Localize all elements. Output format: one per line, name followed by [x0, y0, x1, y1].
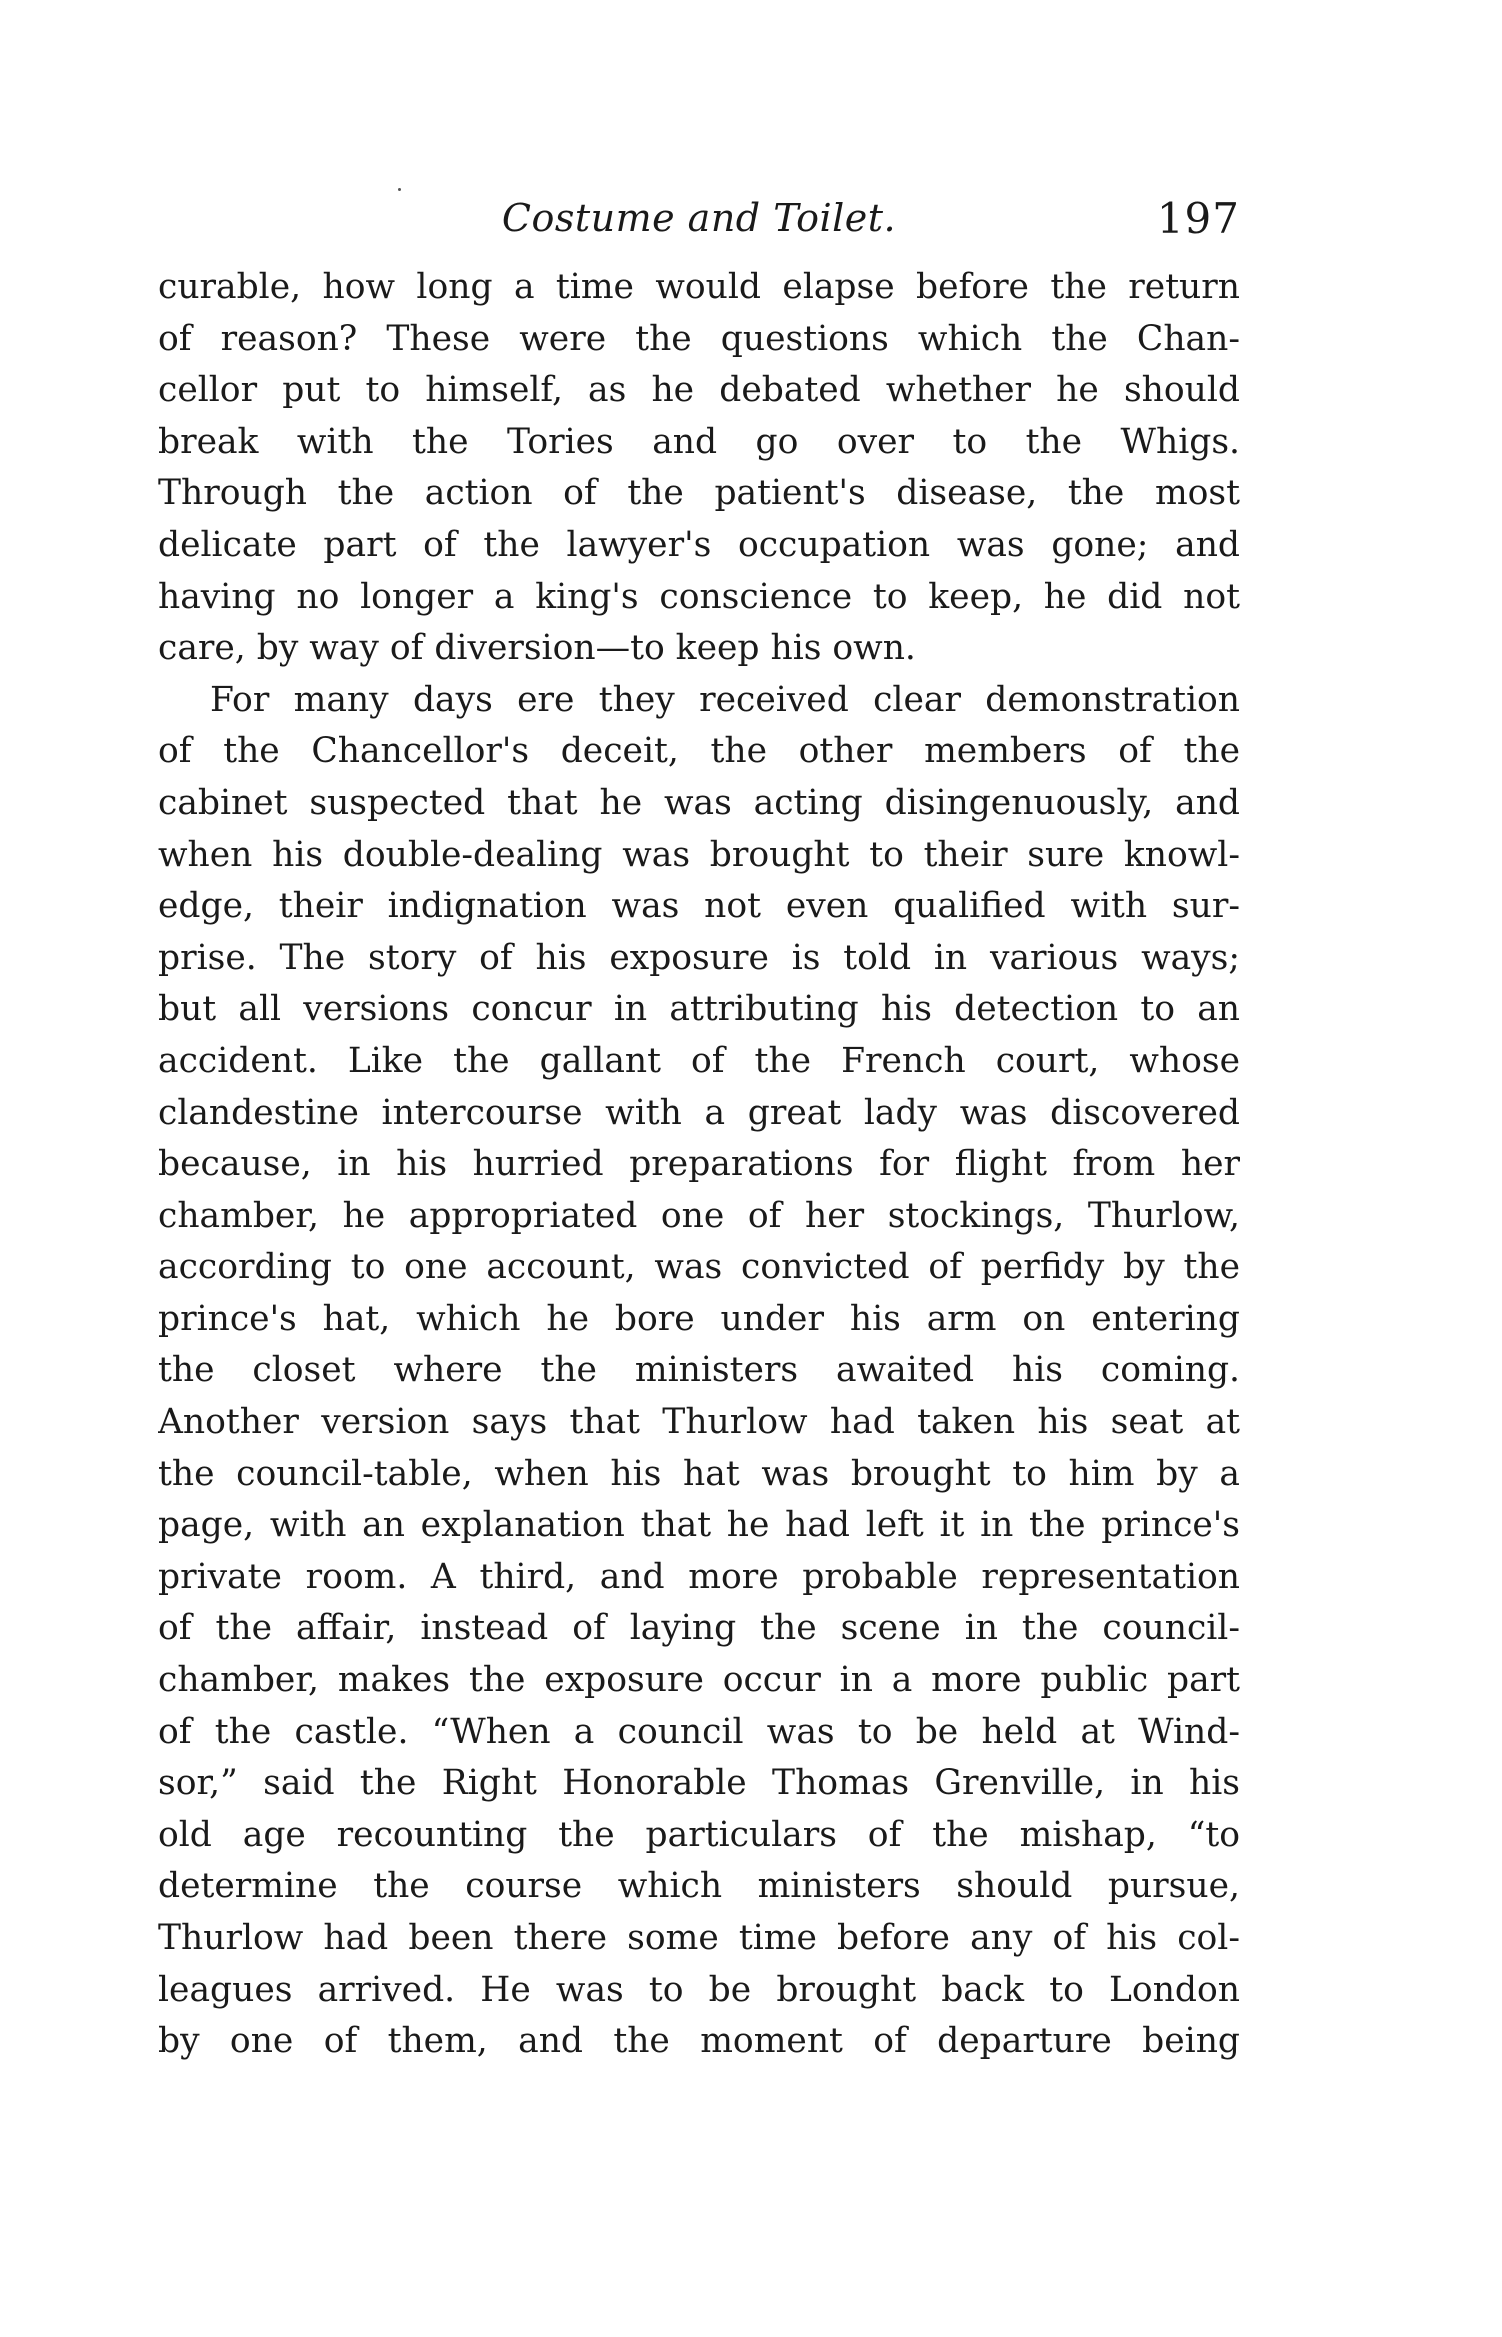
ink-speck	[398, 188, 401, 191]
text-line: care, by way of diversion—to keep his own.	[158, 628, 916, 669]
text-line: the council-table, when his hat was brought to him by a	[158, 1453, 1240, 1494]
text-line: delicate part of the lawyer's occupation was gone; and	[158, 524, 1240, 565]
text-line: leagues arrived. He was to be brought back to London	[158, 1969, 1240, 2010]
text-line: prise. The story of his exposure is told in various ways;	[158, 937, 1240, 978]
text-line: accident. Like the gallant of the French court, whose	[158, 1040, 1240, 1081]
text-line: curable, how long a time would elapse before the return	[158, 267, 1240, 307]
text-line: sor,” said the Right Honorable Thomas Grenville, in his	[158, 1763, 1240, 1804]
text-line: private room. A third, and more probable representation	[158, 1556, 1240, 1597]
text-line: of the castle. “When a council was to be held at Wind-	[158, 1711, 1240, 1752]
text-line: chamber, he appropriated one of her stockings, Thurlow,	[158, 1195, 1240, 1236]
page-number: 197	[1156, 194, 1240, 243]
text-line: edge, their indignation was not even qualified with sur-	[158, 886, 1240, 927]
text-line: break with the Tories and go over to the Whigs.	[158, 421, 1240, 462]
text-line: clandestine intercourse with a great lady was discovered	[158, 1092, 1240, 1133]
text-line: page, with an explanation that he had left it in the prince's	[158, 1505, 1240, 1546]
text-line: chamber, makes the exposure occur in a more public part	[158, 1660, 1240, 1701]
running-title: Costume and Toilet.	[501, 196, 897, 240]
text-line: of the Chancellor's deceit, the other members of the	[158, 731, 1240, 772]
text-line: by one of them, and the moment of departure being	[158, 2021, 1240, 2062]
text-line: of the affair, instead of laying the scene in the council-	[158, 1608, 1240, 1649]
page-header	[158, 196, 1240, 260]
text-line: Thurlow had been there some time before any of his col-	[158, 1918, 1240, 1958]
text-line: when his double-dealing was brought to their sure knowl-	[158, 834, 1240, 875]
text-line: determine the course which ministers should pursue,	[158, 1866, 1240, 1907]
text-line: cabinet suspected that he was acting disingenuously, and	[158, 782, 1240, 823]
text-line: according to one account, was convicted of perfidy by the	[158, 1247, 1240, 1288]
paragraph-first-line: For many days ere they received clear demonstration	[210, 679, 1240, 720]
text-line: Another version says that Thurlow had taken his seat at	[158, 1402, 1240, 1443]
text-line: of reason? These were the questions which the Chan-	[158, 318, 1240, 359]
text-line: cellor put to himself, as he debated whether he should	[158, 370, 1240, 411]
text-line: having no longer a king's conscience to keep, he did not	[158, 576, 1240, 617]
text-line: old age recounting the particulars of the mishap, “to	[158, 1814, 1240, 1855]
text-line: the closet where the ministers awaited his coming.	[158, 1350, 1240, 1391]
text-line: Through the action of the patient's disease, the most	[158, 473, 1240, 514]
text-line: because, in his hurried preparations for flight from her	[158, 1144, 1240, 1185]
text-line: prince's hat, which he bore under his arm on entering	[158, 1298, 1240, 1339]
body-text	[158, 262, 1240, 2068]
text-line: but all versions concur in attributing his detection to an	[158, 989, 1240, 1030]
